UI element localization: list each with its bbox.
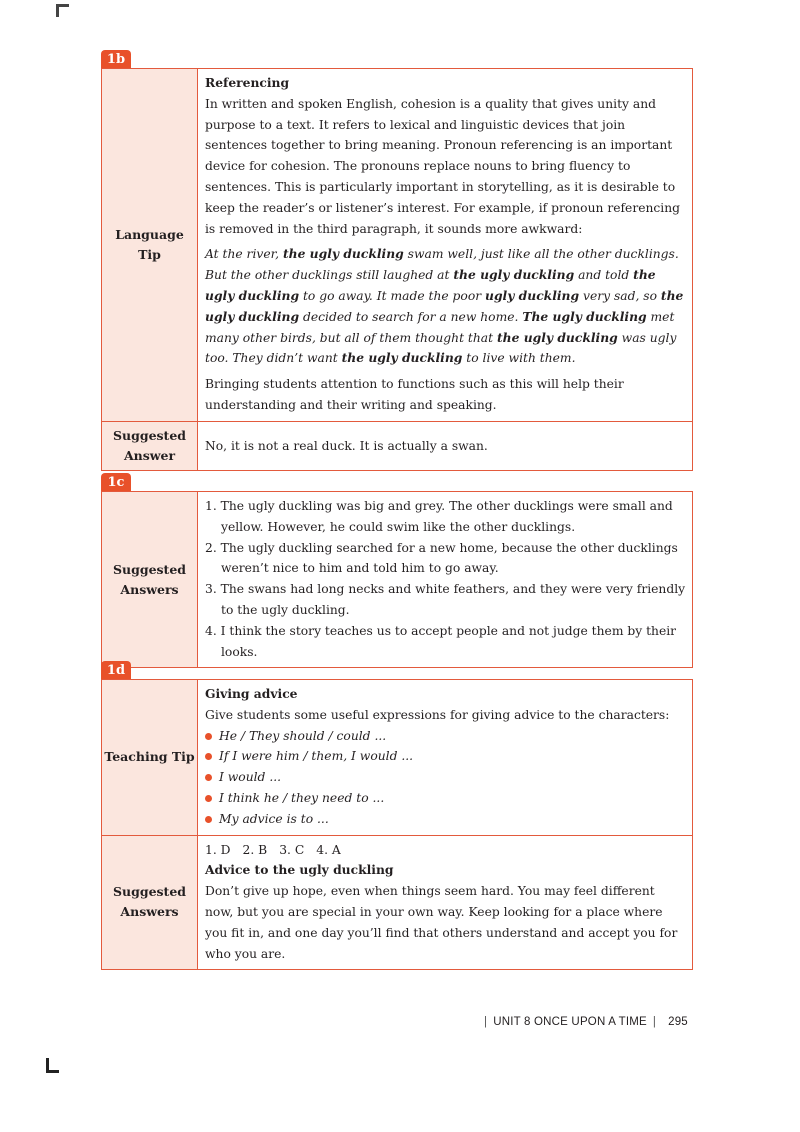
- section-tag-1d: 1d: [101, 661, 131, 680]
- list-item: [205, 788, 686, 809]
- suggested-answers-row-1c: [102, 492, 692, 667]
- example-highlight: the ugly duckling: [496, 329, 618, 345]
- section-1d-table: [101, 679, 693, 970]
- language-tip-closing: Bringing students attention to functions such as this will help their understanding and their writing and speaking.: [205, 377, 624, 412]
- example-highlight: the ugly duckling: [205, 287, 684, 324]
- example-segment: decided to search for a new home.: [299, 309, 523, 324]
- answer-key: 4. A: [316, 842, 341, 857]
- bullet-text: My advice is to ...: [219, 811, 329, 826]
- suggested-answers-label-1c: Suggested Answers: [102, 492, 198, 667]
- language-tip-content: [198, 69, 692, 421]
- teaching-tip-heading: Giving advice: [205, 686, 298, 701]
- example-highlight: the ugly duckling: [341, 350, 463, 366]
- list-item: 1. The ugly duckling was big and grey. The other ducklings were small and yellow. However, he could swim like the other ducklings.: [205, 499, 673, 534]
- section-1b-table: [101, 68, 693, 471]
- suggested-answers-content-1d: [198, 836, 692, 970]
- language-tip-label: Language Tip: [102, 69, 198, 421]
- answer-key: 2. B: [242, 842, 268, 857]
- crop-mark-bottom: [46, 1058, 59, 1073]
- page-footer: [478, 1016, 688, 1028]
- example-segment: very sad, so: [579, 288, 661, 303]
- bullet-text: He / They should / could ...: [219, 728, 387, 743]
- footer-unit: UNIT 8: [493, 1016, 531, 1028]
- teaching-tip-bullets: [205, 726, 686, 830]
- example-segment: At the river,: [205, 247, 283, 262]
- advice-text: Don’t give up hope, even when things seem hard. You may feel different now, but you are special in your own way. Keep looking for a place where you fit in, and one day you’ll find that others understand and accept you for who you are.: [205, 884, 678, 961]
- suggested-answer-content-1b: [198, 422, 692, 470]
- section-tag-1c: 1c: [101, 473, 131, 492]
- list-item: 3. The swans had long necks and white feathers, and they were very friendly to the ugly duckling.: [205, 582, 686, 617]
- teaching-tip-content: [198, 680, 692, 835]
- list-item: [205, 767, 686, 788]
- example-highlight: the ugly duckling: [205, 267, 656, 303]
- suggested-answer-label-1b: Suggested Answer: [102, 422, 198, 470]
- list-item: [205, 809, 686, 830]
- answer-key: 1. D: [205, 842, 231, 857]
- list-item: 2. The ugly duckling searched for a new home, because the other ducklings weren’t nice to him and told him to go away.: [205, 540, 678, 576]
- example-highlight: the ugly duckling: [453, 267, 575, 283]
- footer-title: ONCE UPON A TIME: [534, 1016, 647, 1028]
- answers-list-1c: [205, 496, 686, 662]
- suggested-answers-label-1d: Suggested Answers: [102, 836, 198, 970]
- teaching-tip-intro: Give students some useful expressions for giving advice to the characters:: [205, 707, 670, 722]
- example-segment: to go away. It made the poor: [299, 288, 486, 303]
- example-segment: to live with them.: [462, 351, 576, 366]
- section-tag-1b: 1b: [101, 50, 131, 69]
- example-highlight: ugly duckling: [485, 287, 580, 303]
- example-segment: met many other birds, but all of them thought that: [205, 309, 675, 345]
- answer-key: 3. C: [279, 842, 305, 857]
- bullet-text: I think he / they need to ...: [219, 790, 385, 805]
- section-1c-table: [101, 491, 693, 668]
- example-segment: swam well, just like all the other ducklings. But the other ducklings still laughed at: [205, 247, 679, 283]
- example-highlight: The ugly duckling: [522, 308, 647, 324]
- bullet-dot-icon: [205, 816, 212, 823]
- suggested-answers-row-1d: [102, 835, 692, 970]
- footer-divider: |: [652, 1016, 657, 1028]
- language-tip-row: [102, 69, 692, 421]
- example-segment: and told: [574, 268, 634, 283]
- bullet-text: If I were him / them, I would ...: [219, 749, 414, 764]
- bullet-text: I would ...: [219, 770, 282, 785]
- list-item: 4. I think the story teaches us to accept people and not judge them by their looks.: [205, 623, 677, 659]
- bullet-dot-icon: [205, 753, 212, 760]
- page-number: 295: [668, 1016, 688, 1028]
- list-item: [205, 746, 686, 767]
- suggested-answer-text-1b: No, it is not a real duck. It is actually a swan.: [205, 439, 488, 454]
- teaching-tip-label: Teaching Tip: [102, 680, 198, 835]
- answer-keys: [205, 840, 686, 861]
- footer-divider: |: [484, 1016, 488, 1028]
- advice-heading: Advice to the ugly duckling: [205, 862, 394, 878]
- crop-mark-top: [56, 4, 69, 17]
- list-item: [205, 726, 686, 747]
- teaching-tip-row: [102, 680, 692, 835]
- example-highlight: the ugly duckling: [282, 246, 404, 262]
- language-tip-example: [205, 244, 686, 369]
- language-tip-intro: In written and spoken English, cohesion is a quality that gives unity and purpose to a text. It refers to lexical and linguistic devices that join sentences together to bring meaning. Pronoun referencing is an important device for cohesion. The pronouns replace nouns to bring fluency to sentences. This is particularly important in storytelling, as it is desirable to keep the reader’s or listener’s interest. For example, if pronoun referencing is removed in the third paragraph, it sounds more awkward:: [205, 96, 681, 236]
- bullet-dot-icon: [205, 795, 212, 802]
- example-segment: was ugly too. They didn’t want: [205, 330, 677, 366]
- bullet-dot-icon: [205, 774, 212, 781]
- language-tip-heading: Referencing: [205, 75, 290, 90]
- suggested-answer-row-1b: [102, 421, 692, 470]
- bullet-dot-icon: [205, 733, 212, 740]
- suggested-answers-content-1c: [198, 492, 692, 667]
